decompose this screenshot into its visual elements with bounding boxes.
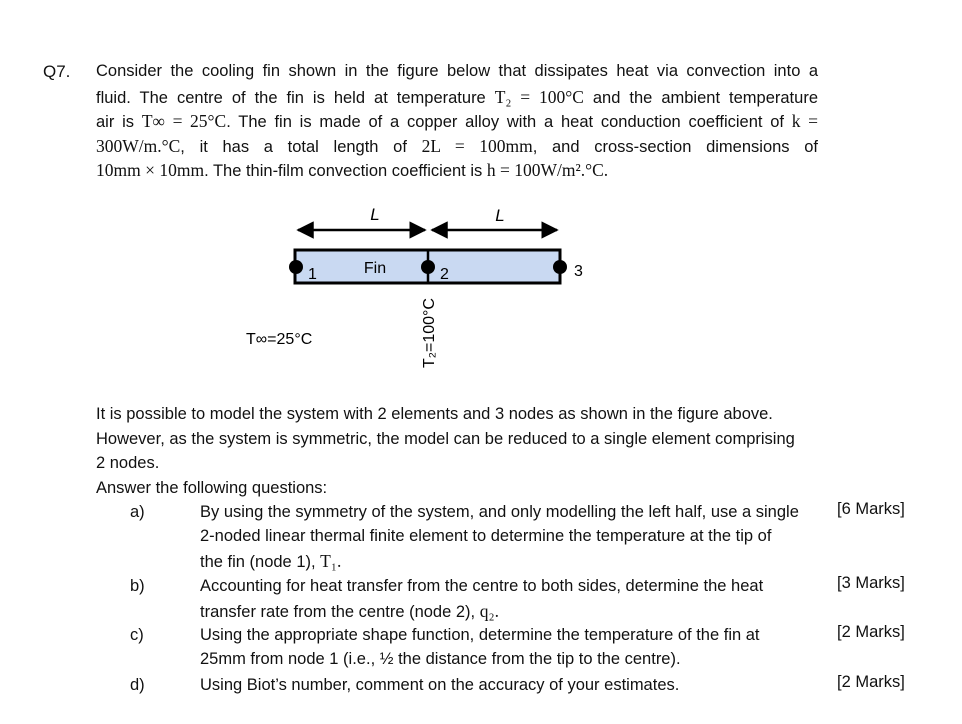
question-number: Q7.: [43, 62, 71, 81]
question-d-line-1: Using Biot’s number, comment on the accuracy of your estimates.: [200, 676, 680, 694]
h-expression: h = 100W/m².°C.: [486, 160, 609, 180]
model-line-3: 2 nodes.: [96, 454, 160, 472]
fin-label: Fin: [363, 260, 387, 277]
node-2-label: 2: [440, 266, 449, 283]
node-2-marker: [421, 260, 435, 274]
question-b-marks: [3 Marks]: [837, 574, 905, 592]
length-expression: 2L = 100mm: [421, 136, 533, 156]
dimension-label-left: L: [370, 205, 380, 224]
question-a-line-1: By using the symmetry of the system, and only modelling the left half, use a single: [200, 503, 799, 521]
answer-intro: Answer the following questions:: [96, 479, 328, 497]
model-line-1: It is possible to model the system with 2 elements and 3 nodes as shown in the figure above.: [96, 405, 773, 423]
question-c-label: c): [130, 626, 144, 644]
dimension-label-right: L: [495, 206, 505, 225]
intro-line-4: 300W/m.°C, it has a total length of 2L = 100mm, and cross-section dimensions of: [96, 136, 818, 156]
node-1-marker: [289, 260, 303, 274]
question-d-label: d): [130, 676, 145, 694]
k-expression: k =: [791, 111, 818, 131]
intro-line-5: 10mm × 10mm. The thin-film convection coefficient is h = 100W/m².°C.: [96, 160, 609, 180]
question-b-line-1: Accounting for heat transfer from the centre to both sides, determine the heat: [200, 577, 764, 595]
intro-line-1: Consider the cooling fin shown in the figure below that dissipates heat via convection into a: [96, 62, 818, 80]
question-a-line-3: the fin (node 1), T₁.: [200, 551, 342, 571]
centre-temperature-label: T₂=100°C: [421, 298, 438, 368]
ambient-temperature-label: T∞=25°C: [246, 331, 313, 348]
question-c-line-2: 25mm from node 1 (i.e., ½ the distance from the tip to the centre).: [200, 650, 681, 668]
question-c-marks: [2 Marks]: [837, 623, 905, 641]
node-3-marker: [553, 260, 567, 274]
intro-line-2: fluid. The centre of the fin is held at temperature T₂ = 100°C and the ambient temperature: [96, 87, 818, 107]
tinf-expression: T∞ = 25°C: [141, 111, 227, 131]
t2-expression: T₂ = 100°C: [494, 87, 584, 107]
question-d-marks: [2 Marks]: [837, 673, 905, 691]
question-a-line-2: 2-noded linear thermal finite element to determine the temperature at the tip of: [200, 527, 772, 545]
node-1-label: 1: [308, 266, 317, 283]
question-b-line-2: transfer rate from the centre (node 2), q₂.: [200, 601, 499, 621]
intro-line-3: air is T∞ = 25°C. The fin is made of a copper alloy with a heat conduction coefficient of k =: [96, 111, 818, 131]
node-3-label: 3: [574, 263, 583, 280]
question-a-marks: [6 Marks]: [837, 500, 905, 518]
question-b-label: b): [130, 577, 145, 595]
question-c-line-1: Using the appropriate shape function, determine the temperature of the fin at: [200, 626, 760, 644]
cross-section-expression: 10mm × 10mm: [96, 160, 205, 180]
question-a-label: a): [130, 503, 145, 521]
model-line-2: However, as the system is symmetric, the model can be reduced to a single element comprising: [96, 430, 795, 448]
